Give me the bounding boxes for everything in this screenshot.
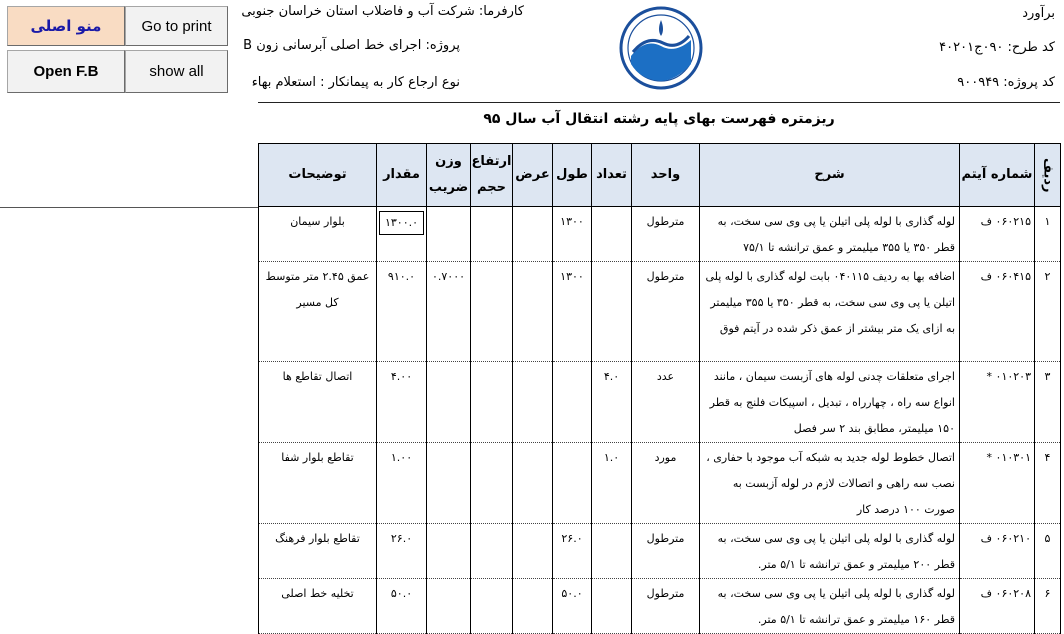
length-cell[interactable]: ۱۳۰۰	[553, 262, 592, 362]
price-list-table-wrapper	[258, 143, 1060, 634]
row-number[interactable]: ۲	[1035, 262, 1061, 362]
row-number[interactable]: ۵	[1035, 524, 1061, 579]
col-header-unit: واحد	[632, 144, 700, 207]
col-header-factor: وزن ضریب	[427, 144, 471, 207]
length-cell[interactable]	[553, 362, 592, 443]
height-cell[interactable]	[471, 443, 513, 524]
col-header-description: شرح	[700, 144, 960, 207]
factor-cell[interactable]	[427, 207, 471, 262]
item-description[interactable]: لوله گذاری با لوله پلی اتیلن یا پی وی سی سخت، به قطر ۱۶۰ میلیمتر و عمق ترانشه تا ۵/۱ متر.	[700, 579, 960, 634]
count-cell[interactable]	[592, 262, 632, 362]
width-cell[interactable]	[513, 579, 553, 634]
count-cell[interactable]: ۱.۰	[592, 443, 632, 524]
gridline-divider	[0, 207, 258, 208]
table-row	[259, 443, 1061, 524]
width-cell[interactable]	[513, 207, 553, 262]
item-code[interactable]: ۰۶۰۲۱۵ ف	[960, 207, 1035, 262]
go-to-print-button[interactable]: Go to print	[125, 6, 228, 46]
count-cell[interactable]	[592, 524, 632, 579]
col-header-row: ردیف	[1035, 144, 1061, 207]
item-code[interactable]: ۰۱۰۳۰۱ *	[960, 443, 1035, 524]
employer-label: کارفرما: شرکت آب و فاضلاب استان خراسان جنوبی	[241, 4, 524, 19]
item-description[interactable]: لوله گذاری با لوله پلی اتیلن یا پی وی سی سخت، به قطر ۳۵۰ یا ۳۵۵ میلیمتر و عمق ترانشه تا ۷۵/۱	[700, 207, 960, 262]
quantity-cell[interactable]: ۹۱۰.۰	[377, 262, 427, 362]
table-row	[259, 207, 1061, 262]
row-number[interactable]: ۱	[1035, 207, 1061, 262]
col-header-count: تعداد	[592, 144, 632, 207]
width-cell[interactable]	[513, 362, 553, 443]
price-list-table	[258, 143, 1061, 634]
length-cell[interactable]: ۱۳۰۰	[553, 207, 592, 262]
quantity-cell[interactable]: ۵۰.۰	[377, 579, 427, 634]
unit-cell[interactable]: مترطول	[632, 524, 700, 579]
height-cell[interactable]	[471, 262, 513, 362]
width-cell[interactable]	[513, 443, 553, 524]
col-header-quantity: مقدار	[377, 144, 427, 207]
item-code[interactable]: ۰۶۰۴۱۵ ف	[960, 262, 1035, 362]
notes-cell[interactable]: عمق ۲.۴۵ متر متوسط کل مسیر	[259, 262, 377, 362]
height-cell[interactable]	[471, 362, 513, 443]
length-cell[interactable]: ۲۶.۰	[553, 524, 592, 579]
col-header-height: ارتفاع حجم	[471, 144, 513, 207]
unit-cell[interactable]: مترطول	[632, 207, 700, 262]
factor-cell[interactable]: ۰.۷۰۰۰	[427, 262, 471, 362]
item-description[interactable]: اتصال خطوط لوله جدید به شبکه آب موجود با حفاری ، نصب سه راهی و اتصالات لازم در لوله آزبست به صورت ۱۰۰ درصد کار	[700, 443, 960, 524]
unit-cell[interactable]: مترطول	[632, 262, 700, 362]
open-fb-button[interactable]: Open F.B	[7, 50, 125, 93]
page-title: ریزمتره فهرست بهای پایه رشته انتقال آب سال ۹۵	[483, 111, 835, 127]
unit-cell[interactable]: عدد	[632, 362, 700, 443]
notes-cell[interactable]: بلوار سیمان	[259, 207, 377, 262]
selected-cell-value[interactable]: ۱۳۰۰.۰	[379, 211, 424, 235]
notes-cell[interactable]: اتصال تقاطع ها	[259, 362, 377, 443]
estimate-label: برآورد	[1022, 6, 1055, 21]
col-header-item: شماره آیتم	[960, 144, 1035, 207]
notes-cell[interactable]: تقاطع بلوار شفا	[259, 443, 377, 524]
table-row	[259, 262, 1061, 362]
project-code-label: کد پروژه: ۹۰۰۹۴۹	[957, 75, 1055, 90]
quantity-cell-selected[interactable]	[377, 207, 427, 262]
item-code[interactable]: ۰۱۰۲۰۳ *	[960, 362, 1035, 443]
row-number[interactable]: ۴	[1035, 443, 1061, 524]
notes-cell[interactable]: تخلیه خط اصلی	[259, 579, 377, 634]
unit-cell[interactable]: مورد	[632, 443, 700, 524]
height-cell[interactable]	[471, 579, 513, 634]
header-rule	[258, 102, 1060, 103]
quantity-cell[interactable]: ۴.۰۰	[377, 362, 427, 443]
width-cell[interactable]	[513, 262, 553, 362]
height-cell[interactable]	[471, 207, 513, 262]
plan-code-label: کد طرح: ۰۹۰ج۴۰۲۰۱	[939, 40, 1055, 55]
table-row	[259, 579, 1061, 634]
col-header-length: طول	[553, 144, 592, 207]
project-label: پروژه: اجرای خط اصلی آبرسانی زون B	[243, 38, 460, 53]
factor-cell[interactable]	[427, 443, 471, 524]
main-menu-button[interactable]: منو اصلی	[7, 6, 125, 46]
item-description[interactable]: لوله گذاری با لوله پلی اتیلن یا پی وی سی سخت، به قطر ۲۰۰ میلیمتر و عمق ترانشه تا ۵/۱ متر.	[700, 524, 960, 579]
table-header-row	[259, 144, 1061, 207]
length-cell[interactable]: ۵۰.۰	[553, 579, 592, 634]
factor-cell[interactable]	[427, 579, 471, 634]
count-cell[interactable]	[592, 207, 632, 262]
row-number[interactable]: ۳	[1035, 362, 1061, 443]
item-code[interactable]: ۰۶۰۲۱۰ ف	[960, 524, 1035, 579]
item-code[interactable]: ۰۶۰۲۰۸ ف	[960, 579, 1035, 634]
notes-cell[interactable]: تقاطع بلوار فرهنگ	[259, 524, 377, 579]
item-description[interactable]: اجرای متعلقات چدنی لوله های آزبست سیمان ، مانند انواع سه راه ، چهارراه ، تبدیل ، اسپیکات فلنج به قطر ۱۵۰ میلیمتر، مطابق بند ۲ سر فصل	[700, 362, 960, 443]
quantity-cell[interactable]: ۲۶.۰	[377, 524, 427, 579]
show-all-button[interactable]: show all	[125, 50, 228, 93]
unit-cell[interactable]: مترطول	[632, 579, 700, 634]
width-cell[interactable]	[513, 524, 553, 579]
col-header-notes: توضیحات	[259, 144, 377, 207]
col-header-width: عرض	[513, 144, 553, 207]
count-cell[interactable]: ۴.۰	[592, 362, 632, 443]
item-description[interactable]: اضافه بها به ردیف ۰۴۰۱۱۵ بابت لوله گذاری با لوله پلی اتیلن یا پی وی سی سخت، به قطر ۳۵۰ یا ۳۵۵ میلیمتر به ازای یک متر بیشتر از عمق ذکر شده در آیتم فوق	[700, 262, 960, 362]
row-number[interactable]: ۶	[1035, 579, 1061, 634]
count-cell[interactable]	[592, 579, 632, 634]
length-cell[interactable]	[553, 443, 592, 524]
table-row	[259, 524, 1061, 579]
quantity-cell[interactable]: ۱.۰۰	[377, 443, 427, 524]
water-company-logo	[617, 2, 705, 96]
height-cell[interactable]	[471, 524, 513, 579]
reference-type-label: نوع ارجاع کار به پیمانکار : استعلام بهاء	[251, 75, 460, 90]
factor-cell[interactable]	[427, 362, 471, 443]
factor-cell[interactable]	[427, 524, 471, 579]
table-row	[259, 362, 1061, 443]
